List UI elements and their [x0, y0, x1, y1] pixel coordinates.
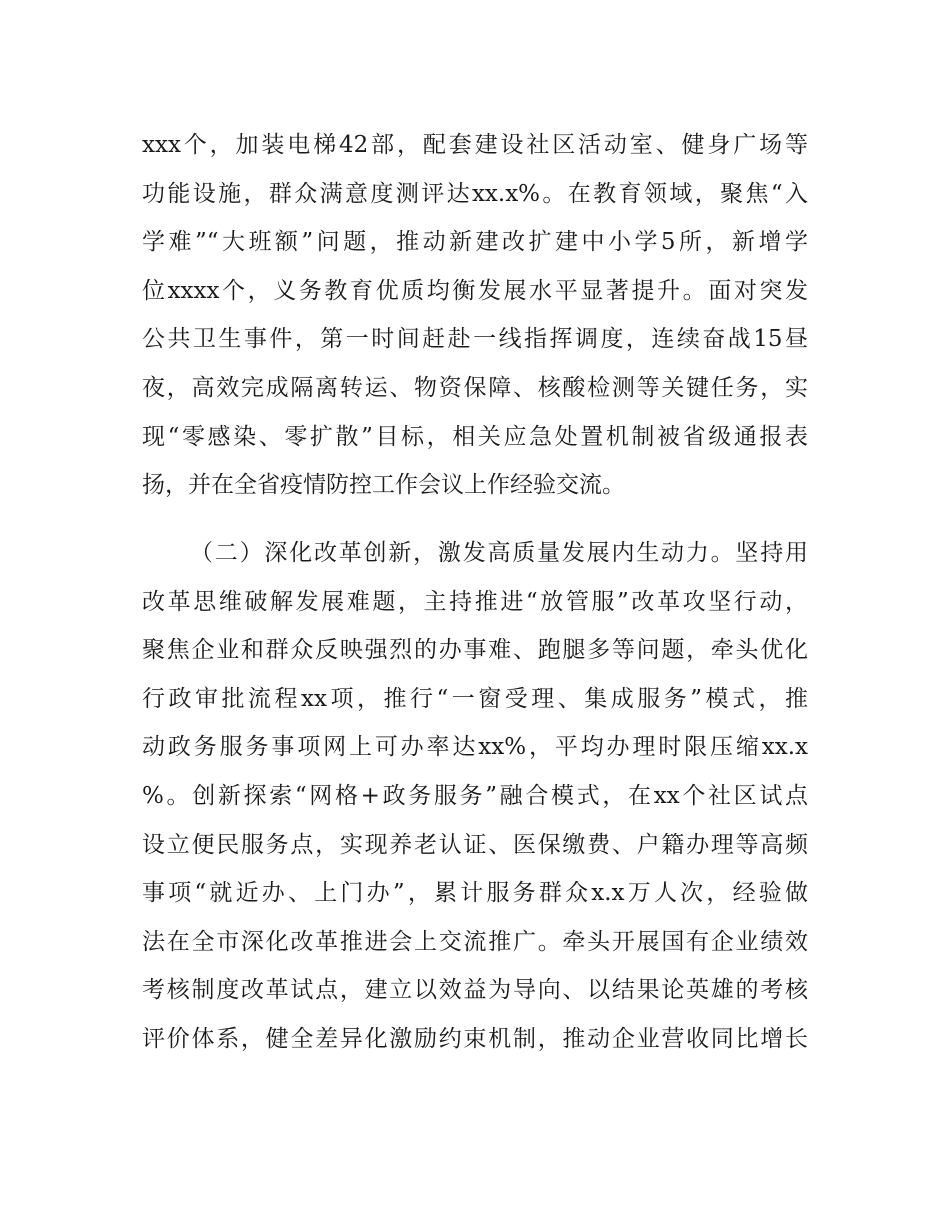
paragraph-2-line: 行政审批流程xx项，推行“一窗受理、集成服务”模式，推 [142, 685, 808, 712]
paragraph-2-line: 事项“就近办、上门办”，累计服务群众x.x万人次，经验做 [142, 880, 808, 907]
paragraph-2-line: 改革思维破解发展难题，主持推进“放管服”改革攻坚行动， [142, 588, 808, 615]
paragraph-2-line: 动政务服务事项网上可办率达xx%，平均办理时限压缩xx.x [142, 734, 808, 761]
paragraph-1-line: 位xxxx个，义务教育优质均衡发展水平显著提升。面对突发 [142, 277, 808, 304]
paragraph-2-line: 法在全市深化改革推进会上交流推广。牵头开展国有企业绩效 [142, 928, 808, 955]
paragraph-1-line: 学难”“大班额”问题，推动新建改扩建中小学5所，新增学 [142, 229, 808, 256]
paragraph-2-line: 设立便民服务点，实现养老认证、医保缴费、户籍办理等高频 [142, 831, 808, 858]
paragraph-1-line: 功能设施，群众满意度测评达xx.x%。在教育领域，聚焦“入 [142, 180, 808, 207]
paragraph-1-line: 现“零感染、零扩散”目标，相关应急处置机制被省级通报表 [142, 423, 808, 450]
paragraph-1-line: xxx个，加装电梯42部，配套建设社区活动室、健身广场等 [142, 132, 808, 158]
paragraph-1-line: 公共卫生事件，第一时间赶赴一线指挥调度，连续奋战15昼 [142, 326, 808, 353]
paragraph-2-line: 考核制度改革试点，建立以效益为导向、以结果论英雄的考核 [142, 977, 808, 1004]
paragraph-2-line: （二）深化改革创新，激发高质量发展内生动力。坚持用 [190, 540, 808, 566]
paragraph-2-line: 聚焦企业和群众反映强烈的办事难、跑腿多等问题，牵头优化 [142, 637, 808, 664]
paragraph-1-line: 扬，并在全省疫情防控工作会议上作经验交流。 [142, 472, 625, 499]
paragraph-2-line: %。创新探索“网格+政务服务”融合模式，在xx个社区试点 [142, 783, 808, 809]
paragraph-1-line: 夜，高效完成隔离转运、物资保障、核酸检测等关键任务，实 [142, 375, 808, 401]
paragraph-2-line: 评价体系，健全差异化激励约束机制，推动企业营收同比增长 [142, 1026, 808, 1052]
